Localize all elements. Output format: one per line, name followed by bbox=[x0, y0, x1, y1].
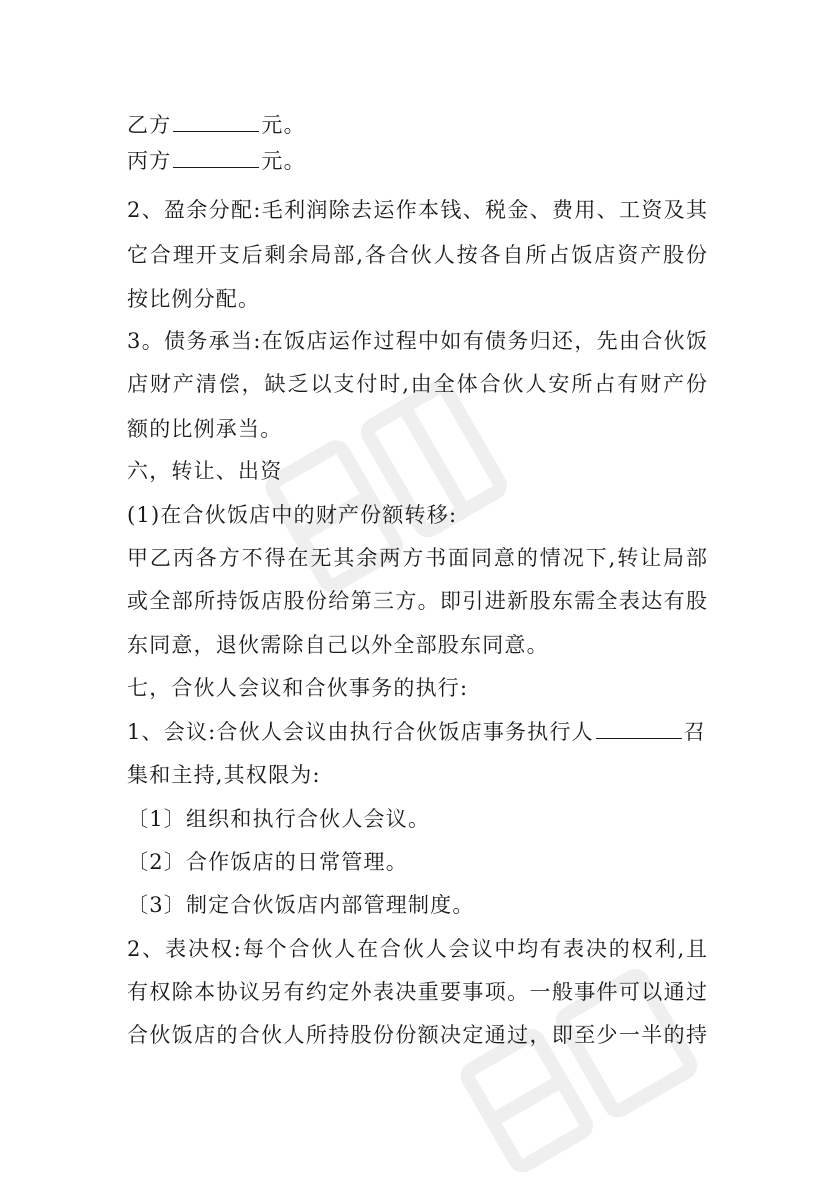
text-line: 它合理开支后剩余局部,各合伙人按各自所占饭店资产股份 bbox=[127, 243, 707, 267]
text-line: (1)在合伙饭店中的财产份额转移: bbox=[127, 503, 458, 527]
section-heading: 七，合伙人会议和合伙事务的执行: bbox=[127, 676, 469, 700]
text-line bbox=[127, 110, 306, 140]
text-line: 合伙饭店的合伙人所持股份份额决定通过，即至少一半的持 bbox=[127, 1023, 707, 1047]
text-line: 有权除本协议另有约定外表决重要事项。一般事件可以通过 bbox=[127, 980, 707, 1004]
text-line: 2、表决权:每个合伙人在合伙人会议中均有表决的权利,且 bbox=[127, 937, 707, 961]
line-text: 乙方 bbox=[127, 113, 172, 137]
text-line: 按比例分配。 bbox=[127, 287, 261, 311]
fill-blank bbox=[596, 718, 682, 739]
line-text: 召 bbox=[683, 720, 707, 744]
text-line bbox=[127, 717, 706, 747]
list-item: 〔1〕组织和执行合伙人会议。 bbox=[127, 807, 431, 831]
list-item: 〔2〕合作饭店的日常管理。 bbox=[127, 850, 408, 874]
text-line: 3。债务承当:在饭店运作过程中如有债务归还，先由合伙饭 bbox=[127, 329, 707, 353]
text-line bbox=[127, 146, 306, 176]
text-line: 或全部所持饭店股份给第三方。即引进新股东需全表达有股 bbox=[127, 589, 707, 613]
text-line: 东同意，退伙需除自己以外全部股东同意。 bbox=[127, 633, 549, 657]
text-line: 甲乙丙各方不得在无其余两方书面同意的情况下,转让局部 bbox=[127, 546, 707, 570]
text-line: 2、盈余分配:毛利润除去运作本钱、税金、费用、工资及其 bbox=[127, 198, 707, 222]
list-item: 〔3〕制定合伙饭店内部管理制度。 bbox=[127, 893, 475, 917]
line-text: 元。 bbox=[261, 113, 306, 137]
text-line: 额的比例承当。 bbox=[127, 417, 283, 441]
text-line: 集和主持,其权限为: bbox=[127, 763, 321, 787]
fill-blank bbox=[173, 111, 259, 132]
watermark-logo-icon bbox=[250, 360, 550, 620]
fill-blank bbox=[173, 147, 259, 168]
text-line: 店财产清偿，缺乏以支付时,由全体合伙人安所占有财产份 bbox=[127, 372, 707, 396]
line-text: 元。 bbox=[261, 149, 306, 173]
line-text: 1、会议:合伙人会议由执行合伙饭店事务执行人 bbox=[127, 720, 594, 744]
line-text: 丙方 bbox=[127, 149, 172, 173]
section-heading: 六，转让、出资 bbox=[127, 459, 283, 483]
